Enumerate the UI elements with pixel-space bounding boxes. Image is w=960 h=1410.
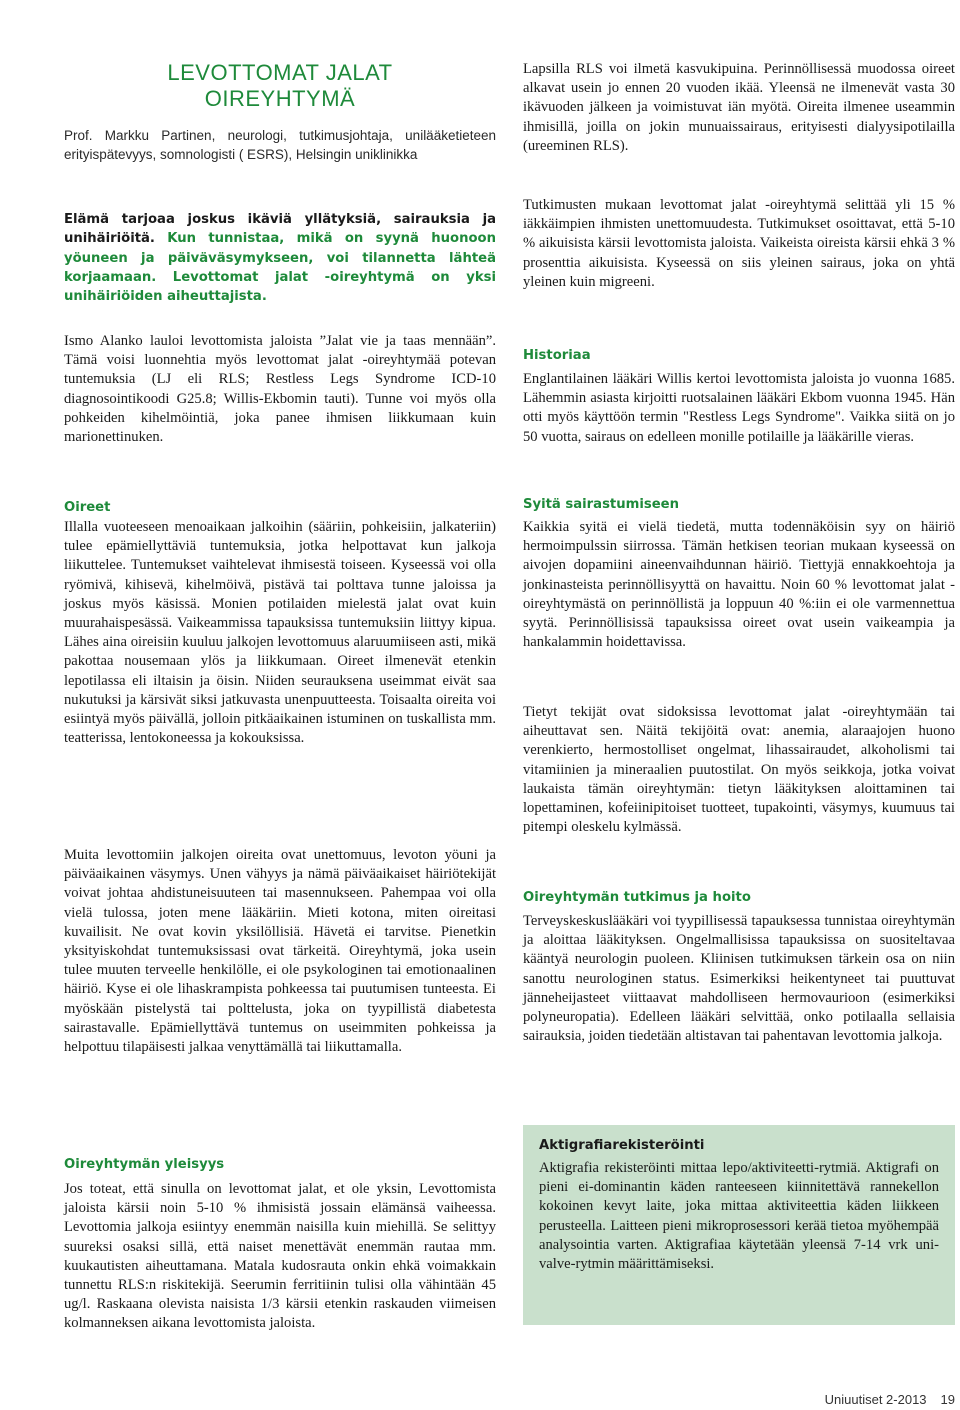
syita-paragraph-1: Kaikkia syitä ei vielä tiedetä, mutta todennäköisin syy on häiriö hermoimpulssin siirrossa. Tämän hetkisen teorian mukaan kyseessä on aivojen dopamiini aineenvaihdunnan häiriö. Tiettyjä ennakkoehtoja ja jonkinasteista perinnöllisyyttä on havaittu. Noin 60 % levottomat jalat -oireyhtymästä on perinnöllistä ja loppuun 40 %:iin ei ole varmennettua syytä. Perinnöllisissä tapauksissa oireet ovat usein vaikeampia ja hankalammin hoidettavissa.	[523, 519, 955, 651]
aktigrafia-sidebar-box	[523, 1125, 955, 1325]
intro-part-3: Tunne voi myös olla pohkeiden kihelmöintiä, joka panee ihmisen liikkumaan kuin marionettinuken.	[64, 390, 497, 446]
section-heading-oireet: Oireet	[64, 500, 111, 515]
right-paragraph-2: Tutkimusten mukaan levottomat jalat -oireyhtymä selittää yli 15 % iäkkäimpien ihmisten unettomuudesta. Tutkimukset osoittavat, että 5-10 % aikuisista kärsii levottomista jaloista. Vaikeista oireista kärsii ehkä 3 % prosenttia aikuisista. Kyseessä on siis yleinen sairaus, joka on yhtä yleinen kuin migreeni.	[523, 197, 955, 290]
oireet-paragraph-1: Illalla vuoteeseen menoaikaan jalkoihin (sääriin, pohkeisiin, jalkateriin) tulee epämiellyttäviä tuntemuksia, jotka helpottavat kun jalkoja liikuttelee. Tuntemukset vaihtelevat ihmisestä toiseen. Kyseessä voi olla ryömivä, kihisevä, kihelmöivä, pistävä tai polttava tunne jaloissa ja joskus myös käsissä. Monien potilaiden mielestä jalat ovat kuin muurahaispesässä. Vaikeammissa tapauksissa tuntemuksiin liittyy kipua. Lähes aina oireisiin kuuluu jalkojen levottomuus alaruumiiseen asti, mikä pakottaa nousemaan ylös ja liikkumaan. Oireet ilmenevät etenkin lepotilassa eli iltaisin ja öisin. Niiden seurauksena useimmat eivät saa nukutuksi ja kärsivät siksi jatkuvasta unenpuutteesta. Toisaalta oireita voi esiintyä myös päivällä, jolloin pitkäaikainen istuminen on tuskallista mm. teatterissa, lentokoneessa ja kokouksissa.	[64, 519, 496, 747]
lead-part-2: Kun tunnistaa, mikä on syynä huonoon yöuneen ja päiväväsymykseen, voi tilannetta lähteä korjaamaan. Levottomat jalat -oireyhtymä on yksi unihäiriöiden aiheuttajista.	[64, 231, 496, 305]
author-byline: Prof. Markku Partinen, neurologi, tutkimusjohtaja, unilääketieteen erityispätevyys, somnologisti ( ESRS), Helsingin uniklinikka	[64, 128, 496, 162]
intro-paragraph	[64, 332, 496, 447]
box-heading: Aktigrafiarekisteröinti	[539, 1138, 705, 1153]
oireet-paragraph-2: Muita levottomiin jalkojen oireita ovat unettomuus, levoton yöuni ja päiväaikainen väsymys. Unen vähyys ja nämä päiväaikaiset häiriötekijät voivat johtaa ahdistuneisuuteen tai masennukseen. Pahempaa voi olla vielä tulossa, joten mene lääkäriin. Mieti kotona, miten oireitasi kuvailisit. Ne ovat kovin yksilöllisiä. Hävetä ei tarvitse. Pienetkin yksityiskohdat tuntemuksissasi ovat tärkeitä. Oireyhtymä, joka usein tulee muuten terveelle henkilölle, ei ole psykologinen tai emotionaalinen häiriö. Kyse ei ole lihaskrampista pohkeessa tai puutumisen tunteesta. Ei myöskään pistelystä tai polttelusta, joka on tyypillistä diabetesta sairastavalle. Epämiellyttävä tuntemus on useimmiten pohkeissa ja helpottuu tilapäisesti jalkaa venyttämällä tai liikuttamalla.	[64, 847, 496, 1056]
article-title	[64, 60, 496, 112]
section-heading-yleisyys: Oireyhtymän yleisyys	[64, 1157, 225, 1172]
box-paragraph: Aktigrafia rekisteröinti mittaa lepo/aktiviteetti-rytmiä. Aktigrafi on pieni ei-dominantin käden ranteeseen kiinnitettävä rannekellon kokoinen kevyt laite, joka mittaa aktiviteettia käden liikkeen perusteella. Laitteen pieni mikroprosessori kerää tietoa myöhempää analysointia varten. Aktigrafiaa käytetään yleensä 7-14 vrk uni-valve-rytmin määrittämiseksi.	[539, 1160, 939, 1273]
page-number: 19	[940, 1392, 955, 1407]
title-line-1: LEVOTTOMAT JALAT	[167, 60, 393, 85]
lead-part-1: Elämä tarjoaa joskus ikäviä yllätyksiä, sairauksia ja unihäiriöitä.	[64, 212, 496, 247]
yleisyys-paragraph: Jos toteat, että sinulla on levottomat jalat, et ole yksin, Levottomista jaloista kärsii noin 5-10 % ihmisistä jossain elämänsä vaiheessa. Levottomia jalkoja esiintyy enemmän naisilla kuin miehillä. Se selittyy suureksi osaksi sillä, että naiset menettävät enemmän rautaa mm. kuukautisten aiheuttamana. Matala kudosrauta onkin ehkä voimakkain tunnettu RLS:n riskitekijä. Seerumin ferritiinin tulisi olla vähintään 45 ug/l. Raskaana olevista naisista 1/3 kärsii etenkin raskauden viimeisen kolmanneksen aikana levottomista jaloista.	[64, 1181, 496, 1332]
syita-paragraph-2: Tietyt tekijät ovat sidoksissa levottomat jalat -oireyhtymään tai aiheuttavat sen. Näitä tekijöitä ovat: anemia, alaraajojen huono verenkierto, hermostolliset ongelmat, lihassairaudet, alkoholismi tai vitamiinien ja mineraalien puutostilat. On myös seikkoja, jotka voivat laukaista tämän oireyhtymän: tietyn lääkityksen aloittaminen tai lopettaminen, kofeiinipitoiset tuotteet, tupakointi, väsymys, kuumuus tai pitempi oleskelu kylmässä.	[523, 704, 955, 836]
intro-part-2: Tämä voisi luonnehtia myös levottomat jalat -oireyhtymää potevan tuntemuksia (LJ eli RLS; Restless Legs Syndrome ICD-10 diagnosointikoodi G25.8; Willis-Ekbomin tauti).	[64, 352, 496, 407]
historiaa-paragraph: Englantilainen lääkäri Willis kertoi levottomista jaloista jo vuonna 1685. Lähemmin asiasta kirjoitti ruotsalainen lääkäri Ekbom vuonna 1945. Hän otti myös käyttöön termin "Restless Legs Syndrome". Vaikka siitä on jo 50 vuotta, sairaus on edelleen monille potilaille ja lääkärille vieras.	[523, 371, 955, 445]
section-heading-tutkimus: Oireyhtymän tutkimus ja hoito	[523, 890, 751, 905]
page-footer	[770, 1392, 955, 1407]
lead-paragraph	[64, 210, 496, 306]
title-line-2: OIREYHTYMÄ	[204, 86, 356, 111]
section-heading-syita: Syitä sairastumiseen	[523, 497, 680, 512]
tutkimus-paragraph: Terveyskeskuslääkäri voi tyypillisessä tapauksessa tunnistaa oireyhtymän ja aloittaa lääkityksen. Ongelmallisissa tapauksissa on suositeltavaa kääntyä neurologin puoleen. Kliinisen tutkimuksen tärkein osa on niin sanottu neurologinen status. Esimerkiksi heikentyneet tai puuttuvat jänneheijasteet viittaavat mahdolliseen hermovaurioon (esimerkiksi polyneuropatia). Edelleen lääkäri selvittää, onko potilaalla sellaisia sairauksia, joiden tiedetään altistavan tai pahentavan levottomia jalkoja.	[523, 913, 955, 1045]
magazine-name: Uniuutiset 2-2013	[824, 1392, 927, 1407]
right-paragraph-1: Lapsilla RLS voi ilmetä kasvukipuina. Perinnöllisessä muodossa oireet alkavat usein jo ennen 20 vuoden ikää. Yleensä ne ilmenevät vasta 30 ikävuoden jälkeen ja voimistuvat iän myötä. Oireita ilmenee useammin ihmisillä, joilla on jokin munuaissairaus, erityisesti dialyysipotilailla (ureeminen RLS).	[523, 61, 955, 154]
intro-part-1: Ismo Alanko lauloi levottomista jaloista ”Jalat vie ja taas mennään”.	[64, 333, 496, 349]
section-heading-historiaa: Historiaa	[523, 348, 591, 363]
